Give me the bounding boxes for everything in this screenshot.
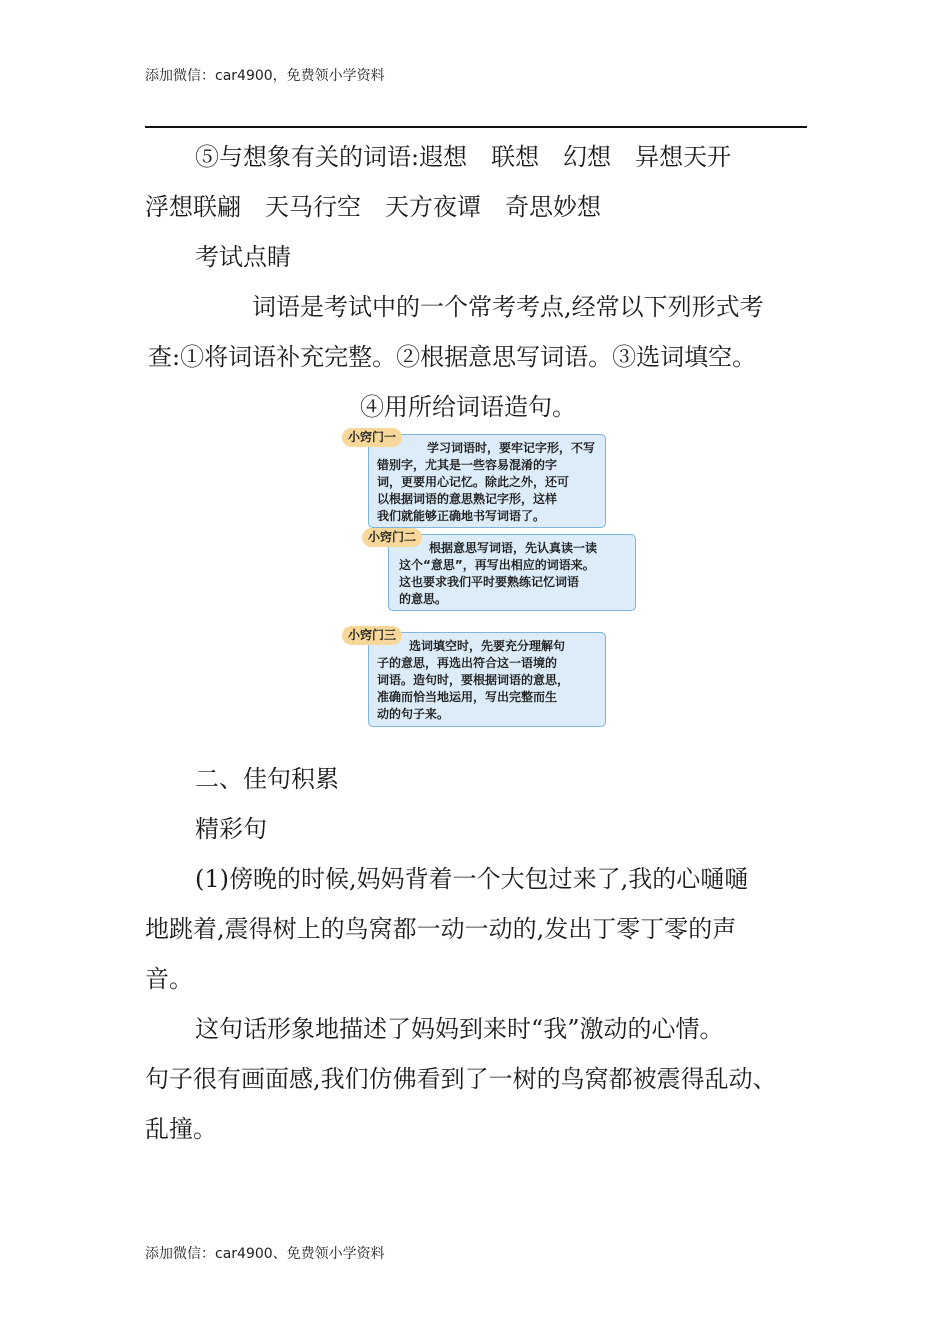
- tip-1-line: 词，更要用心记忆。除此之外，还可: [377, 475, 570, 489]
- sentence-line: (1)傍晚的时候,妈妈背着一个大包过来了,我的心嗵嗵: [195, 865, 749, 893]
- section-subheading-great-sentence: 精彩句: [195, 815, 267, 843]
- tip-3-line: 选词填空时，先要充分理解句: [409, 639, 566, 653]
- text-line-exam-forms-cont: ④用所给词语造句。: [360, 393, 576, 421]
- tip-1-line: 以根据词语的意思熟记字形，这样: [377, 492, 558, 506]
- text-line-exam-forms: 查:①将词语补充完整。②根据意思写词语。③选词填空。: [148, 343, 757, 371]
- section-heading-sentences: 二、佳句积累: [195, 765, 339, 793]
- tip-1-line: 我们就能够正确地书写词语了。: [377, 509, 546, 523]
- tip-label-3: 小窍门三: [342, 626, 402, 645]
- tip-3-line: 子的意思，再选出符合这一语境的: [377, 656, 558, 670]
- tip-card-2: [388, 534, 636, 611]
- footer-watermark-note: 添加微信：car4900、免费领小学资料: [145, 1246, 385, 1262]
- exam-tips-heading: 考试点睛: [195, 243, 291, 271]
- tip-2-line: 根据意思写词语，先认真读一读: [429, 541, 598, 555]
- tip-2-line: 这也要求我们平时要熟练记忆词语: [399, 575, 580, 589]
- tip-label-2: 小窍门二: [362, 528, 422, 547]
- tip-1-line: 错别字，尤其是一些容易混淆的字: [377, 458, 558, 472]
- tip-3-line: 词语。造句时，要根据词语的意思，: [377, 673, 570, 687]
- tips-illustration: [340, 428, 640, 730]
- tip-3-line: 动的句子来。: [377, 707, 450, 721]
- analysis-line: 乱撞。: [145, 1115, 217, 1143]
- header-watermark-note: 添加微信：car4900，免费领小学资料: [145, 68, 385, 84]
- tip-2-line: 这个“意思”，再写出相应的词语来。: [399, 558, 595, 572]
- tip-1-line: 学习词语时，要牢记字形，不写: [427, 441, 596, 455]
- sentence-line: 音。: [145, 965, 193, 993]
- tip-card-3: [368, 632, 606, 727]
- header-divider: [145, 126, 807, 128]
- tip-label-1: 小窍门一: [342, 428, 402, 447]
- tip-3-line: 准确而恰当地运用，写出完整而生: [377, 690, 558, 704]
- tip-card-1: [368, 434, 606, 528]
- tip-2-line: 的意思。: [399, 592, 448, 606]
- analysis-line: 这句话形象地描述了妈妈到来时“我”激动的心情。: [195, 1015, 724, 1043]
- text-line-imagination-words: ⑤与想象有关的词语:遐想 联想 幻想 异想天开: [195, 143, 732, 171]
- text-line-imagination-words-cont: 浮想联翩 天马行空 天方夜谭 奇思妙想: [145, 193, 601, 221]
- sentence-line: 地跳着,震得树上的鸟窝都一动一动的,发出丁零丁零的声: [145, 915, 737, 943]
- analysis-line: 句子很有画面感,我们仿佛看到了一树的鸟窝都被震得乱动、: [145, 1065, 777, 1093]
- text-line-exam-intro: 词语是考试中的一个常考考点,经常以下列形式考: [252, 293, 764, 321]
